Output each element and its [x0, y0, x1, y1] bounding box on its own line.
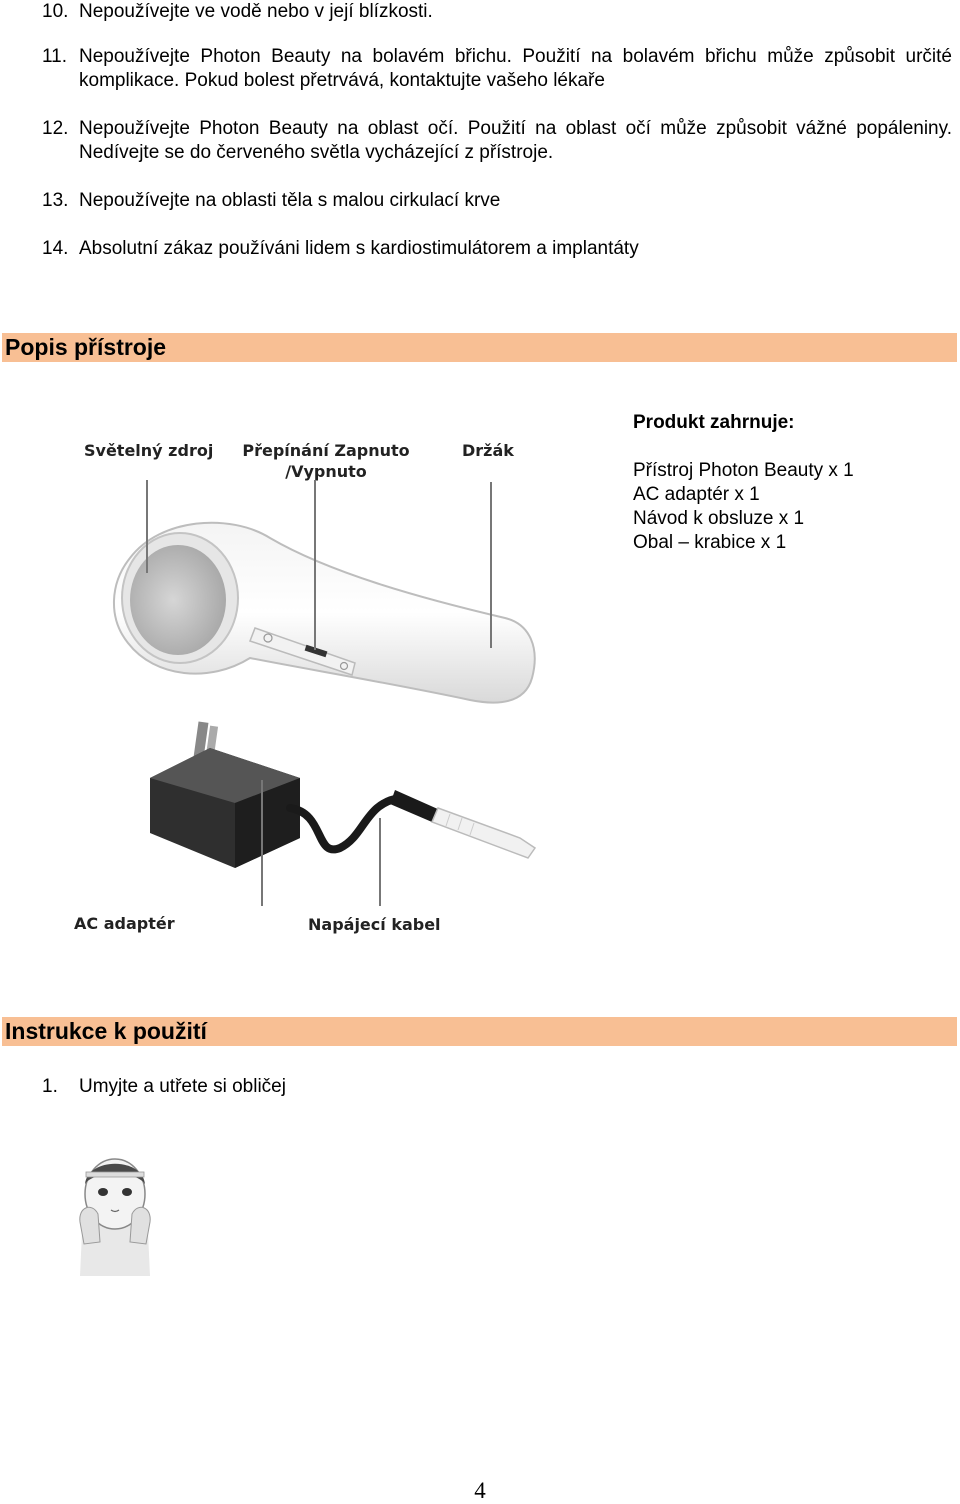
- page-number: 4: [474, 1478, 486, 1503]
- warning-number: 11.: [42, 46, 68, 67]
- step-item-1: [42, 1075, 952, 1099]
- warning-text: Nepoužívejte Photon Beauty na oblast očí. Použití na oblast očí může způsobit vážné popáleniny. Nedívejte se do červeného světla vycházející z přístroje.: [79, 118, 952, 163]
- face-washing-illustration: [70, 1152, 160, 1276]
- warning-number: 12.: [42, 118, 69, 139]
- warning-text: Absolutní zákaz používáni lidem s kardiostimulátorem a implantáty: [79, 238, 639, 259]
- step-number: 1.: [42, 1076, 58, 1097]
- section-heading-instructions: [2, 1017, 957, 1046]
- package-item: Návod k obsluze x 1: [633, 508, 805, 529]
- warning-text: Nepoužívejte Photon Beauty na bolavém břichu. Použití na bolavém břichu může způsobit určité komplikace. Pokud bolest přetrvává, kontaktujte vašeho lékaře: [79, 46, 952, 91]
- label-light-source: Světelný zdroj: [84, 441, 214, 460]
- ac-adapter-illustration: [140, 718, 560, 908]
- package-item: Obal – krabice x 1: [633, 532, 787, 553]
- step-text: Umyjte a utřete si obličej: [79, 1076, 286, 1097]
- package-item: Přístroj Photon Beauty x 1: [633, 460, 854, 481]
- warning-text: Nepoužívejte ve vodě nebo v její blízkosti.: [79, 1, 433, 22]
- warning-text: Nepoužívejte na oblasti těla s malou cirkulací krve: [79, 190, 501, 211]
- package-item: AC adaptér x 1: [633, 484, 760, 505]
- warning-item-11: [42, 45, 952, 93]
- warning-item-13: [42, 189, 952, 213]
- package-heading: Produkt zahrnuje:: [633, 412, 795, 433]
- warning-item-14: [42, 237, 952, 261]
- warning-item-10: [42, 0, 952, 24]
- label-ac-adapter: AC adaptér: [74, 914, 175, 933]
- warning-item-12: [42, 117, 952, 165]
- label-on-off-switch: [238, 440, 414, 482]
- warning-number: 14.: [42, 238, 69, 259]
- section-title: Popis přístroje: [5, 334, 167, 360]
- label-power-cable: Napájecí kabel: [308, 915, 441, 934]
- label-switch-line-1: Přepínání Zapnuto: [242, 441, 410, 460]
- photon-beauty-device-illustration: [100, 478, 550, 728]
- warning-number: 10.: [42, 1, 69, 22]
- section-title: Instrukce k použití: [5, 1018, 207, 1044]
- label-holder: Držák: [462, 441, 514, 460]
- package-contents: [633, 411, 854, 555]
- section-heading-device-description: [2, 333, 957, 362]
- label-switch-line-2: /Vypnuto: [285, 462, 367, 481]
- warning-number: 13.: [42, 190, 69, 211]
